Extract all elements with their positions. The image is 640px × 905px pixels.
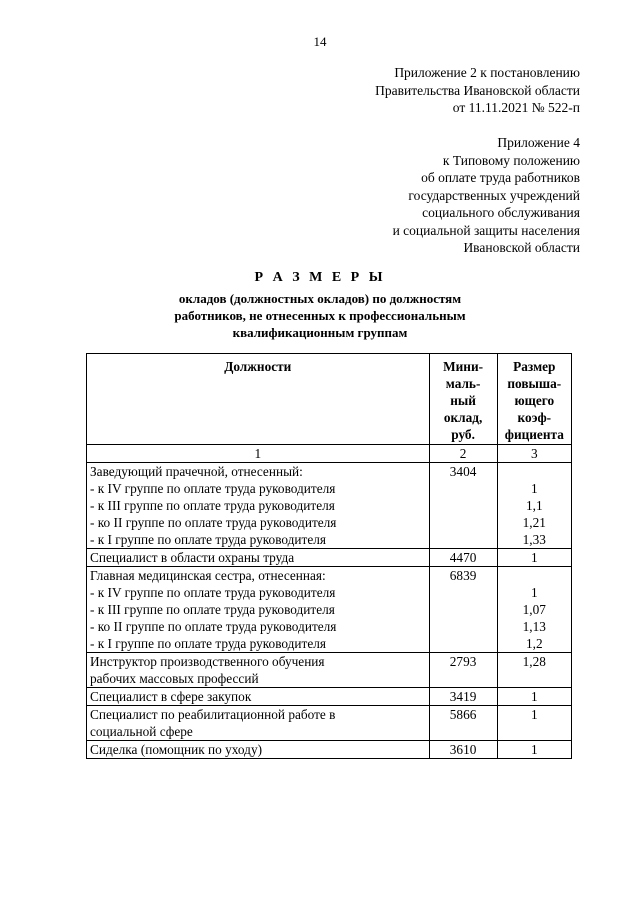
table-row (87, 741, 572, 759)
header-row (87, 354, 572, 445)
min-salary-cell: 3404 (429, 463, 497, 549)
appendix-line: к Типовому положению (442, 152, 580, 168)
group-label: - к III группе по оплате труда руководителя (90, 498, 335, 513)
coefficient-spacer (501, 463, 568, 480)
header-line: Мини- (443, 359, 484, 374)
header-line: маль- (445, 376, 481, 391)
header-line: ющего (514, 393, 555, 408)
group-coefficient: 1 (530, 585, 538, 600)
header-line: ный (450, 393, 476, 408)
min-salary-cell: 3419 (429, 688, 497, 706)
title-main: Р А З М Е Р Ы (254, 270, 386, 285)
coefficient-cell: 1 (497, 706, 571, 741)
position-cell (87, 653, 430, 688)
table-row (87, 688, 572, 706)
position-cell (87, 549, 430, 567)
position-title: социальной сфере (90, 724, 193, 739)
position-title: Специалист по реабилитационной работе в (90, 707, 336, 722)
header-coefficient (497, 354, 571, 445)
appendix-line: Ивановской области (463, 240, 580, 255)
appendix-reference-decree (375, 64, 580, 117)
position-title: Инструктор производственного обучения (90, 654, 325, 669)
table-row (87, 567, 572, 653)
position-title: Сиделка (помощник по уходу) (90, 742, 263, 757)
coefficient-cell: 1 (497, 741, 571, 759)
header-line: коэф- (517, 410, 552, 425)
coefficient-cell: 1 (497, 688, 571, 706)
group-coefficient: 1 (530, 481, 538, 496)
position-title: Заведующий прачечной, отнесенный: (90, 464, 303, 479)
min-salary-cell: 3610 (429, 741, 497, 759)
header-line: повыша- (507, 376, 562, 391)
appendix-line: и социальной защиты населения (392, 222, 580, 238)
subtitle-line: окладов (должностных окладов) по должностям (178, 291, 462, 306)
coefficient-cell (497, 463, 571, 549)
group-coefficient: 1,1 (525, 498, 543, 513)
group-label: - ко II группе по оплате труда руководителя (90, 619, 337, 634)
position-cell (87, 567, 430, 653)
appendix-line: государственных учреждений (408, 187, 580, 203)
group-label: - к I группе по оплате труда руководителя (90, 532, 327, 547)
appendix-line: Приложение 2 к постановлению (394, 65, 580, 80)
header-min-salary (429, 354, 497, 445)
title-subtitle (0, 290, 640, 341)
column-number: 3 (497, 445, 571, 463)
group-coefficient: 1,33 (522, 532, 546, 547)
group-label: - к IV группе по оплате труда руководителя (90, 585, 336, 600)
table-row (87, 549, 572, 567)
group-label: - ко II группе по оплате труда руководителя (90, 515, 337, 530)
header-line: руб. (451, 427, 475, 442)
salary-table (86, 353, 572, 759)
position-cell (87, 688, 430, 706)
header-line: Размер (513, 359, 556, 374)
min-salary-cell: 5866 (429, 706, 497, 741)
subtitle-line: квалификационным группам (232, 325, 408, 340)
table-body (87, 463, 572, 759)
column-numbering-row (87, 445, 572, 463)
coefficient-spacer (501, 567, 568, 584)
subtitle-line: работников, не отнесенных к профессиональным (174, 308, 466, 323)
group-coefficient: 1,2 (525, 636, 543, 651)
document-title (0, 270, 640, 341)
appendix-line: об оплате труда работников (421, 170, 580, 185)
appendix-line: Правительства Ивановской области (375, 82, 580, 98)
group-coefficient: 1,13 (522, 619, 546, 634)
min-salary-cell: 6839 (429, 567, 497, 653)
min-salary-cell: 4470 (429, 549, 497, 567)
coefficient-cell (497, 567, 571, 653)
position-title: Специалист в области охраны труда (90, 550, 295, 565)
table-row (87, 653, 572, 688)
group-label: - к IV группе по оплате труда руководителя (90, 481, 336, 496)
table-row (87, 463, 572, 549)
group-coefficient: 1,21 (522, 515, 546, 530)
position-title: Главная медицинская сестра, отнесенная: (90, 568, 326, 583)
group-label: - к I группе по оплате труда руководителя (90, 636, 327, 651)
position-cell (87, 741, 430, 759)
position-title: рабочих массовых профессий (90, 671, 259, 686)
group-label: - к III группе по оплате труда руководителя (90, 602, 335, 617)
position-title: Специалист в сфере закупок (90, 689, 252, 704)
appendix-reference-regulation (393, 134, 580, 257)
column-number: 2 (429, 445, 497, 463)
header-position: Должности (87, 354, 430, 445)
min-salary-cell: 2793 (429, 653, 497, 688)
appendix-line: социального обслуживания (422, 205, 580, 220)
appendix-line: от 11.11.2021 № 522-п (452, 100, 580, 115)
coefficient-cell: 1,28 (497, 653, 571, 688)
header-line: оклад, (443, 410, 483, 425)
column-number: 1 (87, 445, 430, 463)
header-line: фициента (504, 427, 564, 442)
page-number: 14 (313, 34, 327, 49)
group-coefficient: 1,07 (522, 602, 546, 617)
appendix-line: Приложение 4 (497, 135, 580, 150)
position-cell (87, 463, 430, 549)
table-row (87, 706, 572, 741)
coefficient-cell: 1 (497, 549, 571, 567)
position-cell (87, 706, 430, 741)
